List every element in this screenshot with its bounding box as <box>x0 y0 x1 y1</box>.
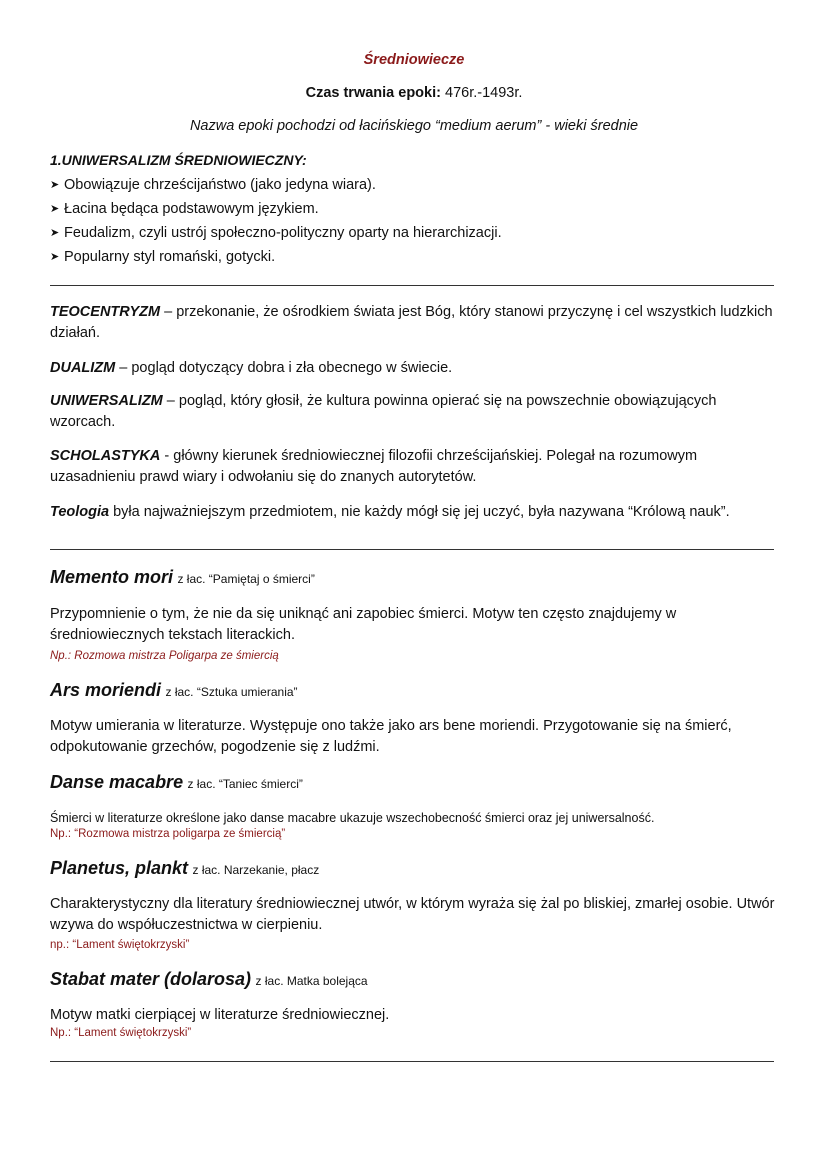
motif-title: Ars moriendi <box>50 680 162 700</box>
definition-dualizm <box>50 358 780 379</box>
bullet-item <box>50 249 275 265</box>
motif-example: Np.: “Lament świętokrzyski” <box>50 1027 192 1039</box>
section-heading-universalism: 1.UNIWERSALIZM ŚREDNIOWIECZNY: <box>50 152 307 168</box>
bullet-text: Obowiązuje chrześcijaństwo (jako jedyna wiara). <box>64 177 376 193</box>
page-title: Średniowiecze <box>363 52 465 68</box>
definition-scholastyka <box>50 446 780 488</box>
motif-description: Charakterystyczny dla literatury średniowiecznej utwór, w którym wyraża się żal po bliskiej, zmarłej osobie. Utwór wzywa do współuczestnictwa w cierpieniu. <box>50 896 775 933</box>
definition-text: – przekonanie, że ośrodkiem świata jest Bóg, który stanowi przyczynę i cel wszystkich ludzkich działań. <box>50 304 773 341</box>
motif-subtitle: z łac. “Taniec śmierci” <box>187 777 303 791</box>
arrow-bullet-icon: ➤ <box>50 251 60 263</box>
motif-title: Danse macabre <box>50 772 184 792</box>
name-origin: Nazwa epoki pochodzi od łacińskiego “medium aerum” - wieki średnie <box>189 118 639 134</box>
motif-heading <box>50 772 303 793</box>
motif-heading <box>50 567 315 588</box>
epoch-value: 476r.-1493r. <box>445 85 523 101</box>
definition-term: TEOCENTRYZM <box>50 304 161 320</box>
bullet-item <box>50 201 319 217</box>
bullet-text: Popularny styl romański, gotycki. <box>64 249 276 265</box>
definition-text: była najważniejszym przedmiotem, nie każdy mógł się jej uczyć, była nazywana “Królową nauk”. <box>109 504 730 520</box>
definition-teocentryzm <box>50 302 780 344</box>
motif-description: Motyw matki cierpiącej w literaturze średniowiecznej. <box>50 1007 390 1023</box>
definition-text: – pogląd dotyczący dobra i zła obecnego w świecie. <box>115 360 453 376</box>
motif-example: Np.: “Rozmowa mistrza poligarpa ze śmiercią” <box>50 828 286 840</box>
motif-heading <box>50 969 368 990</box>
motif-title: Stabat mater (dolarosa) <box>50 969 252 989</box>
arrow-bullet-icon: ➤ <box>50 227 60 239</box>
motif-subtitle: z łac. “Pamiętaj o śmierci” <box>177 572 315 586</box>
motif-subtitle: z łac. Narzekanie, płacz <box>192 863 320 877</box>
motif-subtitle: z łac. Matka bolejąca <box>255 974 368 988</box>
motif-example: np.: “Lament świętokrzyski” <box>50 939 190 951</box>
arrow-bullet-icon: ➤ <box>50 203 60 215</box>
motif-title: Planetus, plankt <box>50 858 189 878</box>
motif-title: Memento mori <box>50 567 174 587</box>
motif-heading <box>50 858 319 879</box>
definition-term: UNIWERSALIZM <box>50 393 163 409</box>
definition-term: DUALIZM <box>50 360 116 376</box>
definition-term: SCHOLASTYKA <box>50 448 161 464</box>
definition-term: Teologia <box>50 504 110 520</box>
definition-teologia <box>50 502 780 523</box>
divider <box>50 1061 774 1062</box>
motif-subtitle: z łac. “Sztuka umierania” <box>165 685 298 699</box>
divider <box>50 285 774 286</box>
bullet-item <box>50 177 376 193</box>
motif-description: Śmierci w literaturze określone jako danse macabre ukazuje wszechobecność śmierci oraz jej uniwersalność. <box>50 811 655 825</box>
definition-text: – pogląd, który głosił, że kultura powinna opierać się na powszechnie obowiązujących wzorcach. <box>50 393 717 430</box>
epoch-label: Czas trwania epoki: <box>305 85 441 101</box>
motif-description: Motyw umierania w literaturze. Występuje ono także jako ars bene moriendi. Przygotowanie się na śmierć, odpokutowanie grzechów, pogodzenie się z ludźmi. <box>50 718 732 755</box>
bullet-text: Feudalizm, czyli ustrój społeczno-polityczny oparty na hierarchizacji. <box>64 225 502 241</box>
divider <box>50 549 774 550</box>
arrow-bullet-icon: ➤ <box>50 179 60 191</box>
bullet-item <box>50 225 502 241</box>
epoch-duration <box>0 85 828 101</box>
motif-description: Przypomnienie o tym, że nie da się uniknąć ani zapobiec śmierci. Motyw ten często znajdujemy w średniowiecznych tekstach literackich. <box>50 606 677 643</box>
definition-text: - główny kierunek średniowiecznej filozofii chrześcijańskiej. Polegał na rozumowym uzasadnieniu prawd wiary i odwołaniu się do znanych autorytetów. <box>50 448 698 485</box>
motif-example: Np.: Rozmowa mistrza Poligarpa ze śmiercią <box>50 650 279 662</box>
bullet-text: Łacina będąca podstawowym językiem. <box>64 201 319 217</box>
motif-heading <box>50 680 298 701</box>
definition-uniwersalizm <box>50 391 780 433</box>
